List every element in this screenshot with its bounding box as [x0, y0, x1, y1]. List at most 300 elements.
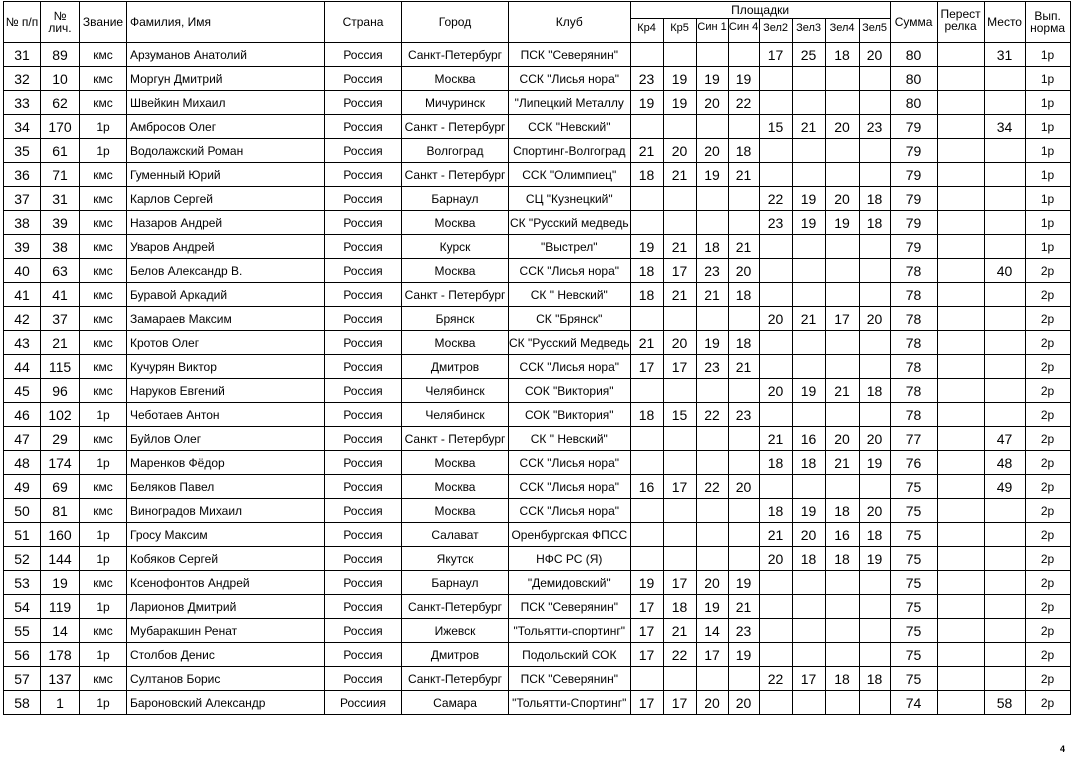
cell-venue-score	[825, 403, 859, 427]
cell-sum: 75	[890, 667, 937, 691]
cell-norm: 2р	[1025, 667, 1070, 691]
cell-venue-score	[630, 115, 663, 139]
cell-venue-score	[663, 211, 696, 235]
cell-norm: 1р	[1025, 139, 1070, 163]
cell-personal: 14	[41, 619, 80, 643]
cell-venue-score	[696, 499, 728, 523]
cell-norm: 2р	[1025, 451, 1070, 475]
table-row	[4, 691, 1071, 715]
cell-venue-score	[859, 91, 890, 115]
cell-sum: 79	[890, 139, 937, 163]
cell-rank: 1р	[80, 139, 127, 163]
cell-venue-score	[792, 571, 825, 595]
cell-city: Самара	[402, 691, 509, 715]
table-row	[4, 403, 1071, 427]
cell-venue-score: 23	[696, 355, 728, 379]
cell-venue-score	[663, 43, 696, 67]
cell-venue-score: 20	[759, 547, 792, 571]
cell-num: 53	[4, 571, 41, 595]
cell-venue-score: 25	[792, 43, 825, 67]
cell-venue-score: 19	[696, 67, 728, 91]
cell-personal: 115	[41, 355, 80, 379]
cell-venue-score: 19	[825, 211, 859, 235]
cell-shootoff	[937, 475, 984, 499]
cell-venue-score	[696, 547, 728, 571]
cell-norm: 2р	[1025, 595, 1070, 619]
cell-sum: 78	[890, 259, 937, 283]
cell-num: 47	[4, 427, 41, 451]
cell-venue-score: 21	[728, 595, 759, 619]
cell-venue-score: 19	[696, 595, 728, 619]
cell-venue-score: 17	[630, 643, 663, 667]
cell-personal: 102	[41, 403, 80, 427]
cell-place	[984, 547, 1025, 571]
cell-place	[984, 355, 1025, 379]
cell-venue-score	[859, 331, 890, 355]
cell-rank: кмс	[80, 307, 127, 331]
cell-venue-score: 20	[825, 187, 859, 211]
cell-country: Россия	[325, 427, 402, 451]
cell-venue-score: 23	[859, 115, 890, 139]
cell-num: 58	[4, 691, 41, 715]
cell-venue-score	[792, 67, 825, 91]
cell-norm: 1р	[1025, 115, 1070, 139]
cell-venue-score: 17	[663, 571, 696, 595]
cell-venue-score	[825, 235, 859, 259]
cell-venue-score: 19	[792, 379, 825, 403]
header-venue-zel5: Зел5	[859, 19, 890, 43]
cell-venue-score: 18	[630, 163, 663, 187]
table-row	[4, 91, 1071, 115]
cell-venue-score: 20	[728, 691, 759, 715]
cell-club: ССК "Лисья нора"	[509, 475, 631, 499]
cell-personal: 170	[41, 115, 80, 139]
cell-venue-score	[696, 523, 728, 547]
cell-sum: 75	[890, 643, 937, 667]
table-row	[4, 211, 1071, 235]
cell-venue-score	[825, 259, 859, 283]
cell-venue-score	[728, 547, 759, 571]
cell-place: 34	[984, 115, 1025, 139]
cell-club: ПСК "Северянин"	[509, 595, 631, 619]
cell-venue-score	[792, 91, 825, 115]
cell-venue-score	[792, 403, 825, 427]
cell-venue-score: 19	[792, 187, 825, 211]
cell-venue-score: 17	[825, 307, 859, 331]
cell-personal: 29	[41, 427, 80, 451]
cell-sum: 75	[890, 619, 937, 643]
cell-city: Якутск	[402, 547, 509, 571]
cell-venue-score: 18	[759, 451, 792, 475]
cell-club: НФС РС (Я)	[509, 547, 631, 571]
cell-club: "Тольятти-Спортинг"	[509, 691, 631, 715]
cell-num: 34	[4, 115, 41, 139]
cell-sum: 77	[890, 427, 937, 451]
cell-venue-score	[759, 355, 792, 379]
cell-city: Санкт - Петербург	[402, 427, 509, 451]
cell-city: Москва	[402, 331, 509, 355]
cell-norm: 2р	[1025, 571, 1070, 595]
cell-venue-score	[825, 643, 859, 667]
cell-num: 32	[4, 67, 41, 91]
cell-venue-score	[759, 283, 792, 307]
cell-venue-score	[663, 379, 696, 403]
cell-shootoff	[937, 691, 984, 715]
cell-num: 57	[4, 667, 41, 691]
cell-personal: 41	[41, 283, 80, 307]
cell-rank: кмс	[80, 499, 127, 523]
cell-city: Мичуринск	[402, 91, 509, 115]
cell-venue-score: 20	[825, 427, 859, 451]
cell-venue-score	[663, 523, 696, 547]
cell-rank: кмс	[80, 667, 127, 691]
cell-norm: 2р	[1025, 403, 1070, 427]
cell-country: Россия	[325, 523, 402, 547]
cell-norm: 1р	[1025, 187, 1070, 211]
header-country: Страна	[325, 2, 402, 43]
table-row	[4, 355, 1071, 379]
table-row	[4, 475, 1071, 499]
cell-venue-score	[696, 307, 728, 331]
cell-sum: 78	[890, 331, 937, 355]
cell-name: Султанов Борис	[127, 667, 325, 691]
cell-venue-score	[696, 667, 728, 691]
cell-name: Беляков Павел	[127, 475, 325, 499]
cell-norm: 2р	[1025, 307, 1070, 331]
cell-venue-score	[630, 379, 663, 403]
cell-venue-score: 22	[759, 187, 792, 211]
cell-num: 44	[4, 355, 41, 379]
cell-venue-score	[630, 307, 663, 331]
cell-club: ССК "Невский"	[509, 115, 631, 139]
cell-venue-score	[825, 475, 859, 499]
cell-num: 56	[4, 643, 41, 667]
cell-venue-score	[630, 211, 663, 235]
cell-city: Санкт - Петербург	[402, 163, 509, 187]
cell-name: Чеботаев Антон	[127, 403, 325, 427]
cell-venue-score	[696, 451, 728, 475]
cell-shootoff	[937, 427, 984, 451]
cell-rank: кмс	[80, 91, 127, 115]
cell-venue-score	[759, 139, 792, 163]
cell-venue-score: 19	[728, 67, 759, 91]
cell-shootoff	[937, 571, 984, 595]
cell-shootoff	[937, 667, 984, 691]
cell-venue-score: 20	[663, 139, 696, 163]
cell-venue-score: 17	[663, 355, 696, 379]
header-venue-kr5: Кр5	[663, 19, 696, 43]
cell-place	[984, 619, 1025, 643]
cell-norm: 1р	[1025, 211, 1070, 235]
cell-name: Столбов Денис	[127, 643, 325, 667]
cell-shootoff	[937, 187, 984, 211]
cell-venue-score	[696, 211, 728, 235]
table-header	[4, 2, 1071, 43]
cell-country: Россия	[325, 331, 402, 355]
cell-venue-score: 22	[696, 403, 728, 427]
cell-venue-score: 18	[859, 523, 890, 547]
header-personal: № лич.	[41, 2, 80, 43]
cell-rank: 1р	[80, 403, 127, 427]
cell-sum: 80	[890, 91, 937, 115]
cell-name: Буравой Аркадий	[127, 283, 325, 307]
cell-venue-score	[825, 91, 859, 115]
cell-shootoff	[937, 91, 984, 115]
cell-rank: кмс	[80, 211, 127, 235]
cell-venue-score: 16	[792, 427, 825, 451]
cell-venue-score	[825, 355, 859, 379]
cell-name: Маренков Фёдор	[127, 451, 325, 475]
cell-name: Карлов Сергей	[127, 187, 325, 211]
cell-venue-score	[759, 403, 792, 427]
cell-name: Виноградов Михаил	[127, 499, 325, 523]
cell-shootoff	[937, 259, 984, 283]
cell-venue-score: 21	[792, 115, 825, 139]
cell-venue-score: 17	[663, 259, 696, 283]
header-venue-zel3: Зел3	[792, 19, 825, 43]
cell-rank: кмс	[80, 379, 127, 403]
cell-venue-score: 19	[728, 571, 759, 595]
cell-venue-score	[825, 595, 859, 619]
cell-venue-score	[859, 259, 890, 283]
cell-venue-score: 19	[663, 91, 696, 115]
cell-venue-score	[792, 331, 825, 355]
cell-club: ПСК "Северянин"	[509, 43, 631, 67]
cell-venue-score	[630, 451, 663, 475]
cell-rank: кмс	[80, 475, 127, 499]
cell-sum: 79	[890, 187, 937, 211]
cell-personal: 19	[41, 571, 80, 595]
cell-city: Санкт - Петербург	[402, 115, 509, 139]
cell-shootoff	[937, 355, 984, 379]
cell-name: Ксенофонтов Андрей	[127, 571, 325, 595]
cell-venue-score	[825, 67, 859, 91]
cell-num: 38	[4, 211, 41, 235]
cell-country: Россия	[325, 43, 402, 67]
cell-venue-score: 21	[663, 235, 696, 259]
cell-shootoff	[937, 43, 984, 67]
header-venue-sin4: Син 4	[728, 19, 759, 43]
cell-place	[984, 211, 1025, 235]
header-club: Клуб	[509, 2, 631, 43]
table-row	[4, 643, 1071, 667]
table-row	[4, 547, 1071, 571]
cell-num: 33	[4, 91, 41, 115]
cell-venue-score: 23	[728, 619, 759, 643]
cell-venue-score: 20	[859, 499, 890, 523]
cell-venue-score: 18	[630, 403, 663, 427]
cell-personal: 39	[41, 211, 80, 235]
cell-country: Россия	[325, 571, 402, 595]
cell-club: Оренбургская ФПСС	[509, 523, 631, 547]
cell-sum: 75	[890, 571, 937, 595]
cell-num: 31	[4, 43, 41, 67]
cell-venue-score	[859, 163, 890, 187]
table-row	[4, 571, 1071, 595]
cell-country: Россия	[325, 67, 402, 91]
cell-city: Москва	[402, 211, 509, 235]
cell-city: Москва	[402, 475, 509, 499]
cell-place: 31	[984, 43, 1025, 67]
cell-venue-score: 21	[825, 451, 859, 475]
cell-venue-score: 19	[792, 211, 825, 235]
cell-num: 45	[4, 379, 41, 403]
cell-venue-score: 21	[728, 235, 759, 259]
cell-venue-score	[825, 571, 859, 595]
cell-country: Россия	[325, 139, 402, 163]
cell-shootoff	[937, 331, 984, 355]
cell-sum: 75	[890, 595, 937, 619]
cell-city: Барнаул	[402, 571, 509, 595]
cell-personal: 31	[41, 187, 80, 211]
cell-venue-score	[696, 43, 728, 67]
cell-name: Наруков Евгений	[127, 379, 325, 403]
table-row	[4, 499, 1071, 523]
cell-norm: 1р	[1025, 43, 1070, 67]
cell-name: Водолажский Роман	[127, 139, 325, 163]
cell-shootoff	[937, 139, 984, 163]
table-row	[4, 307, 1071, 331]
cell-venue-score: 16	[825, 523, 859, 547]
cell-venue-score	[792, 259, 825, 283]
cell-num: 50	[4, 499, 41, 523]
cell-name: Моргун Дмитрий	[127, 67, 325, 91]
cell-name: Бароновский Александр	[127, 691, 325, 715]
cell-num: 46	[4, 403, 41, 427]
cell-venue-score: 18	[859, 211, 890, 235]
cell-venue-score: 21	[696, 283, 728, 307]
cell-venue-score	[696, 379, 728, 403]
cell-rank: 1р	[80, 595, 127, 619]
cell-sum: 75	[890, 475, 937, 499]
cell-venue-score: 20	[696, 571, 728, 595]
cell-venue-score	[728, 307, 759, 331]
cell-venue-score: 19	[792, 499, 825, 523]
cell-venue-score	[759, 235, 792, 259]
cell-venue-score: 19	[696, 163, 728, 187]
cell-sum: 78	[890, 355, 937, 379]
cell-venue-score	[825, 691, 859, 715]
cell-venue-score	[759, 571, 792, 595]
cell-place	[984, 283, 1025, 307]
cell-venue-score	[825, 283, 859, 307]
cell-venue-score	[696, 427, 728, 451]
cell-country: Россия	[325, 451, 402, 475]
header-name: Фамилия, Имя	[127, 2, 325, 43]
cell-shootoff	[937, 379, 984, 403]
cell-venue-score	[759, 67, 792, 91]
cell-venue-score	[792, 691, 825, 715]
cell-num: 43	[4, 331, 41, 355]
cell-venue-score: 19	[630, 235, 663, 259]
cell-venue-score: 19	[663, 67, 696, 91]
cell-name: Гросу Максим	[127, 523, 325, 547]
cell-sum: 74	[890, 691, 937, 715]
cell-venue-score	[859, 571, 890, 595]
cell-city: Москва	[402, 259, 509, 283]
cell-personal: 21	[41, 331, 80, 355]
table-row	[4, 235, 1071, 259]
header-norm: Вып. норма	[1025, 2, 1070, 43]
cell-venue-score: 22	[759, 667, 792, 691]
cell-venue-score: 23	[759, 211, 792, 235]
cell-personal: 160	[41, 523, 80, 547]
cell-venue-score	[859, 67, 890, 91]
header-venue-zel4: Зел4	[825, 19, 859, 43]
cell-place	[984, 307, 1025, 331]
cell-place	[984, 139, 1025, 163]
cell-venue-score	[630, 187, 663, 211]
cell-num: 54	[4, 595, 41, 619]
cell-place: 47	[984, 427, 1025, 451]
cell-place: 40	[984, 259, 1025, 283]
cell-venue-score	[825, 331, 859, 355]
cell-venue-score: 23	[630, 67, 663, 91]
cell-venue-score	[792, 355, 825, 379]
header-venue-kr4: Кр4	[630, 19, 663, 43]
cell-city: Курск	[402, 235, 509, 259]
cell-venue-score	[859, 475, 890, 499]
cell-venue-score: 18	[825, 667, 859, 691]
cell-name: Кротов Олег	[127, 331, 325, 355]
cell-norm: 2р	[1025, 355, 1070, 379]
cell-rank: кмс	[80, 163, 127, 187]
cell-venue-score: 20	[859, 427, 890, 451]
cell-country: Россия	[325, 379, 402, 403]
cell-country: Россиия	[325, 691, 402, 715]
cell-venue-score	[663, 667, 696, 691]
cell-venue-score: 20	[859, 43, 890, 67]
cell-shootoff	[937, 235, 984, 259]
table-row	[4, 283, 1071, 307]
cell-club: ССК "Лисья нора"	[509, 451, 631, 475]
cell-place: 58	[984, 691, 1025, 715]
cell-venue-score: 17	[630, 595, 663, 619]
cell-venue-score: 18	[792, 547, 825, 571]
cell-venue-score: 23	[728, 403, 759, 427]
cell-venue-score: 18	[728, 139, 759, 163]
cell-venue-score	[859, 403, 890, 427]
cell-name: Буйлов Олег	[127, 427, 325, 451]
cell-venue-score: 19	[630, 571, 663, 595]
cell-venue-score: 18	[825, 547, 859, 571]
table-row	[4, 259, 1071, 283]
cell-venue-score	[728, 451, 759, 475]
cell-sum: 76	[890, 451, 937, 475]
cell-num: 41	[4, 283, 41, 307]
cell-venue-score: 21	[663, 163, 696, 187]
cell-city: Санкт-Петербург	[402, 595, 509, 619]
cell-club: СК "Русский медведь	[509, 211, 631, 235]
cell-club: СОК "Виктория"	[509, 379, 631, 403]
cell-rank: кмс	[80, 619, 127, 643]
cell-place: 49	[984, 475, 1025, 499]
cell-sum: 75	[890, 547, 937, 571]
cell-norm: 2р	[1025, 283, 1070, 307]
page-number: 4	[1060, 744, 1066, 754]
cell-venue-score	[859, 139, 890, 163]
cell-shootoff	[937, 499, 984, 523]
cell-venue-score	[696, 115, 728, 139]
cell-venue-score: 17	[696, 643, 728, 667]
cell-country: Россия	[325, 163, 402, 187]
cell-norm: 2р	[1025, 427, 1070, 451]
cell-club: ССК "Лисья нора"	[509, 259, 631, 283]
cell-city: Санкт - Петербург	[402, 283, 509, 307]
cell-rank: 1р	[80, 523, 127, 547]
table-row	[4, 451, 1071, 475]
table-row	[4, 163, 1071, 187]
